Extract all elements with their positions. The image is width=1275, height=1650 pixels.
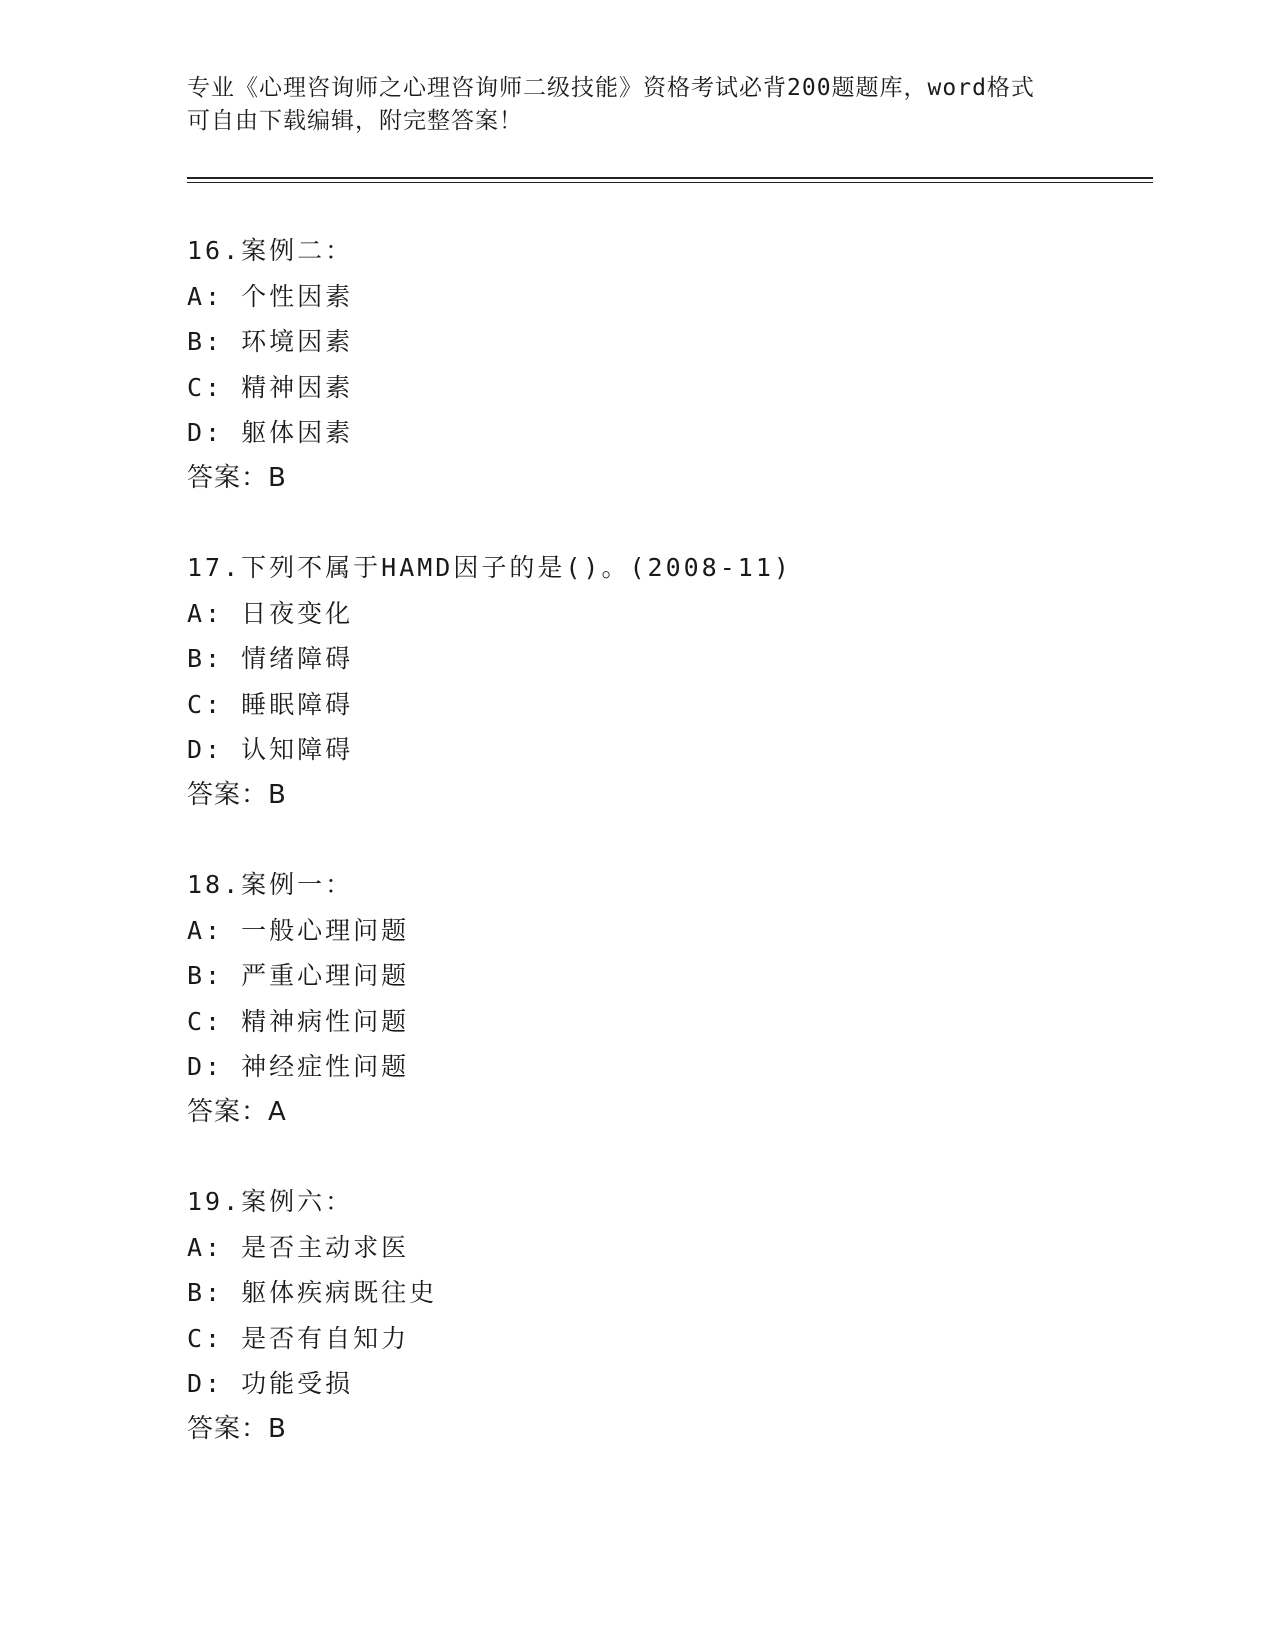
- option-b: B: 情绪障碍: [187, 644, 354, 673]
- option-d: D: 躯体因素: [187, 418, 354, 447]
- question-block-18: [187, 862, 1087, 1135]
- option-c: C: 精神因素: [187, 372, 354, 402]
- question-stem: 17.下列不属于HAMD因子的是()。(2008-11): [187, 553, 792, 582]
- question-block-17: [187, 545, 1087, 818]
- answer-line: 答案：A: [187, 1096, 287, 1127]
- question-stem: 16.案例二：: [187, 236, 354, 265]
- option-d: D: 功能受损: [187, 1369, 354, 1398]
- answer-line: 答案：B: [187, 462, 287, 493]
- option-b: B: 严重心理问题: [187, 961, 410, 990]
- header-divider-thick: [187, 177, 1153, 179]
- option-a: A: 日夜变化: [187, 598, 354, 628]
- question-block-16: [187, 228, 1087, 501]
- option-a: A: 是否主动求医: [187, 1232, 410, 1262]
- answer-line: 答案：B: [187, 779, 287, 810]
- option-b: B: 环境因素: [187, 327, 354, 356]
- option-d: D: 认知障碍: [187, 735, 354, 764]
- option-c: C: 精神病性问题: [187, 1006, 410, 1036]
- document-header: [187, 72, 1087, 138]
- answer-line: 答案：B: [187, 1413, 287, 1444]
- header-divider-thin: [187, 182, 1153, 183]
- question-stem: 19.案例六：: [187, 1187, 354, 1216]
- option-d: D: 神经症性问题: [187, 1052, 410, 1081]
- header-line-1: 专业《心理咨询师之心理咨询师二级技能》资格考试必背200题题库，word格式: [187, 75, 1035, 101]
- option-a: A: 一般心理问题: [187, 915, 410, 945]
- option-a: A: 个性因素: [187, 281, 354, 311]
- question-stem: 18.案例一：: [187, 870, 354, 899]
- header-line-2: 可自由下载编辑，附完整答案！: [187, 108, 523, 134]
- option-c: C: 睡眠障碍: [187, 689, 354, 719]
- option-c: C: 是否有自知力: [187, 1323, 410, 1353]
- option-b: B: 躯体疾病既往史: [187, 1278, 438, 1307]
- question-block-19: [187, 1179, 1087, 1452]
